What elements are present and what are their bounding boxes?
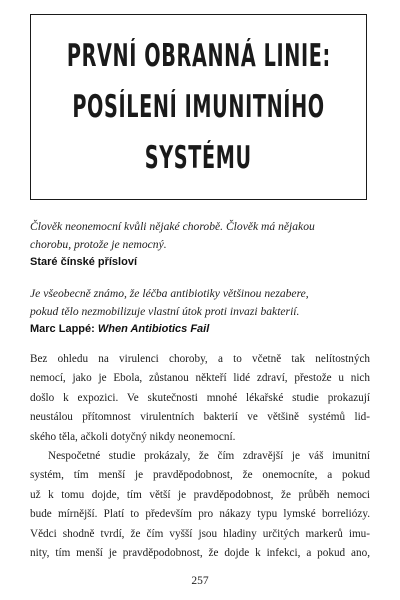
body-line: Vědci shodně tvrdí, že čím vyšší jsou hladiny určitých markerů imu- xyxy=(30,527,370,540)
body-text xyxy=(30,350,370,563)
epigraph-source-author: Marc Lappé: xyxy=(30,323,95,335)
chapter-title-line-1: PRVNÍ OBRANNÁ LINIE: xyxy=(66,37,331,74)
epigraph-quote-line: Člověk neonemocní kvůli nějaké chorobě. Člověk má nějakou xyxy=(30,220,315,233)
epigraph-quote-line: chorobu, protože je nemocný. xyxy=(30,238,167,251)
chapter-title-line-3: SYSTÉMU xyxy=(145,139,252,176)
body-line: nity, tím menší je pravděpodobnost, že dojde k infekci, a pokud ano, xyxy=(30,547,370,560)
body-line: systém, tím menší je pravděpodobnost, že onemocníte, a pokud xyxy=(30,469,370,482)
epigraph-source-book: When Antibiotics Fail xyxy=(97,323,210,335)
body-line: došlo k expozici. Ve skutečnosti mnohé lékařské studie prokazují xyxy=(30,391,370,404)
body-line: nemocí, jako je Ebola, zůstanou někteří lidé zdraví, přestože u nich xyxy=(30,372,370,385)
epigraph-quote-line: pokud tělo nezmobilizuje vlastní útok proti invazi bakterií. xyxy=(30,305,300,318)
epigraph-lappe xyxy=(30,285,375,337)
epigraph-chinese-proverb xyxy=(30,218,375,270)
epigraph-source: Staré čínské přísloví xyxy=(30,256,137,268)
chapter-title-box xyxy=(30,14,367,200)
body-line: bude mírnější. Platí to především pro nákazy typu lymské borreliózy. xyxy=(30,508,370,521)
body-line: už k tomu dojde, tím větší je pravděpodobnost, že průběh nemoci xyxy=(30,488,370,501)
body-line: ského těla, ačkoli dotyčný nikdy neonemocní. xyxy=(30,430,236,443)
epigraph-quote-line: Je všeobecně známo, že léčba antibiotiky většinou nezabere, xyxy=(30,287,309,300)
body-line: neustálou přítomnost virulentních bakterií ve většině systémů lid- xyxy=(30,411,370,424)
page-number: 257 xyxy=(191,575,209,587)
body-line: Bez ohledu na virulenci choroby, a to včetně tak nelítostných xyxy=(30,353,370,365)
body-line: Nespočetné studie prokázaly, že čím zdravější je váš imunitní xyxy=(48,450,370,463)
epigraph-source xyxy=(30,321,375,337)
chapter-title-line-2: POSÍLENÍ IMUNITNÍHO xyxy=(72,88,325,125)
